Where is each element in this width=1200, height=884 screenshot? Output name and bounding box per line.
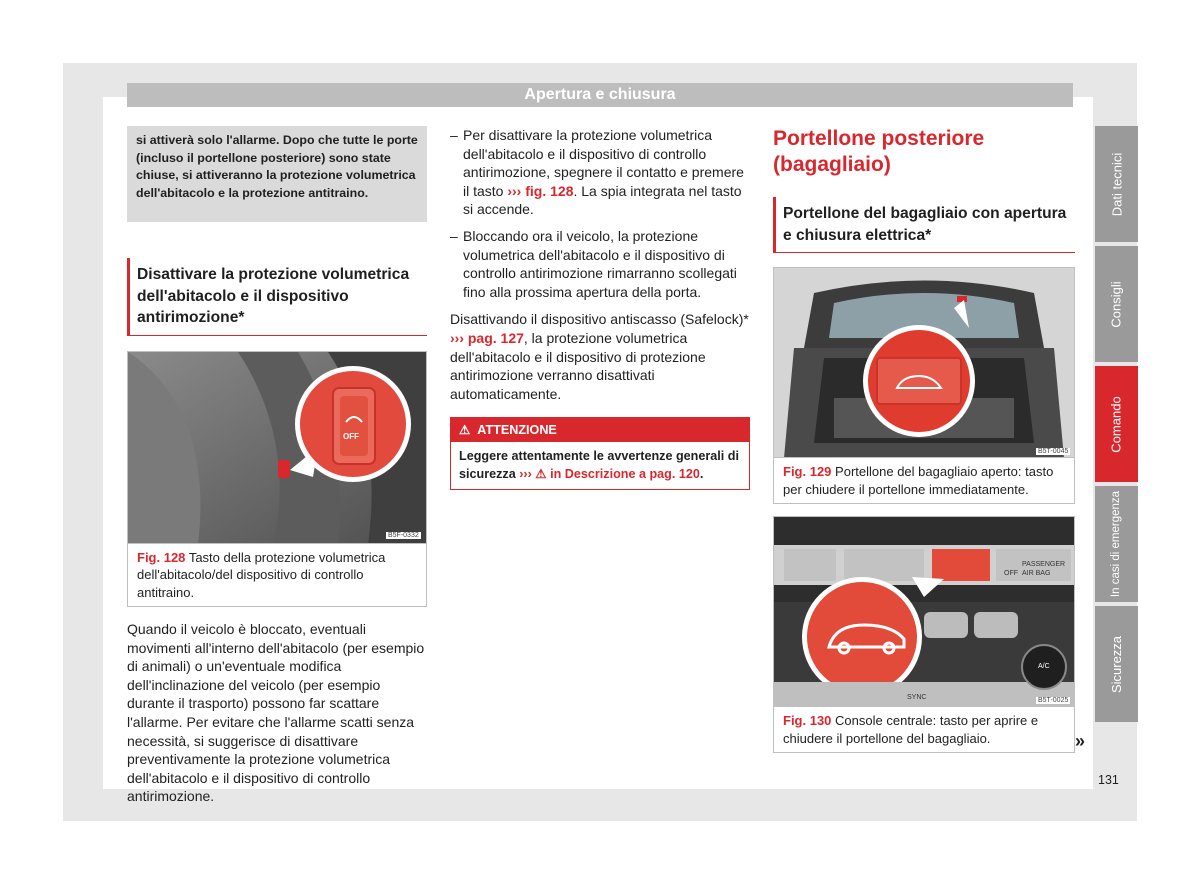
- figure-128-image: [128, 352, 426, 544]
- figure-129-caption: [774, 458, 1074, 503]
- subsection-heading: Portellone del bagagliaio con apertura e chiusura elettrica*: [773, 197, 1075, 253]
- cross-reference-link[interactable]: ››› ⚠ in Descrizione a pag. 120: [519, 466, 700, 481]
- figure-caption-text: Tasto della protezione volumetrica dell'abitacolo/del dispositivo di controllo antitraino.: [137, 549, 386, 600]
- sync-text: SYNC: [907, 694, 927, 701]
- tab-comando[interactable]: [1095, 366, 1138, 482]
- tab-sicurezza[interactable]: [1095, 606, 1138, 722]
- section-header: Apertura e chiusura: [127, 83, 1073, 107]
- paragraph-text: Disattivando il dispositivo antiscasso (Safelock)*: [450, 311, 749, 328]
- passenger-text: PASSENGER: [1022, 561, 1066, 568]
- tailgate-illustration: [774, 268, 1074, 458]
- tab-label: Dati tecnici: [1109, 152, 1125, 216]
- tab-in-casi-di-emergenza[interactable]: [1095, 486, 1138, 602]
- tab-dati-tecnici[interactable]: [1095, 126, 1138, 242]
- center-console-illustration: [774, 517, 1074, 707]
- figure-number: Fig. 130: [783, 713, 832, 728]
- passenger-airbag-label: [1022, 560, 1065, 578]
- column-right: [773, 126, 1075, 753]
- figure-code: B5T-0045: [1038, 448, 1069, 455]
- figure-128: [127, 351, 427, 608]
- list-item: – Bloccando ora il veicolo, la protezione volumetrica dell'abitacolo e il dispositivo di controllo antirimozione rimarranno scollegati fino alla prossima apertura della porta.: [450, 227, 750, 301]
- body-paragraph: [450, 310, 750, 403]
- warning-text: .: [699, 466, 704, 481]
- cross-reference-link[interactable]: ››› fig. 128: [507, 182, 574, 199]
- paragraph-text: , la protezione volumetrica dell'abitacolo e il dispositivo di protezione antirimozione verranno disattivati automaticamente.: [450, 329, 706, 402]
- warning-title: ATTENZIONE: [477, 423, 557, 438]
- airbag-text: AIR BAG: [1022, 570, 1051, 577]
- figure-caption-text: Portellone del bagagliaio aperto: tasto per chiudere il portellone immediatamente.: [783, 464, 1054, 497]
- list-text: . La spia integrata nel tasto si accende.: [463, 182, 742, 218]
- page-number: 131: [1098, 773, 1119, 787]
- warning-body: [451, 442, 749, 488]
- continued-note-box: si attiverà solo l'allarme. Dopo che tutte le porte (incluso il portellone posteriore) sono state chiuse, si attiveranno la protezione volumetrica dell'abitacolo e la protezione antitraino.: [127, 126, 427, 222]
- tab-label: In casi di emergenza: [1110, 490, 1123, 598]
- off-label: OFF: [343, 431, 359, 441]
- figure-130-image: [774, 517, 1074, 707]
- list-text: Per disattivare la protezione volumetrica dell'abitacolo e il dispositivo di controllo antirimozione, spegnere il contatto e premere il tasto: [463, 127, 744, 199]
- figure-130: [773, 516, 1075, 753]
- figure-129-image: [774, 268, 1074, 458]
- figure-code: B5T-0025: [1038, 697, 1069, 704]
- body-paragraph: Quando il veicolo è bloccato, eventuali movimenti all'interno dell'abitacolo (per esempio di animali) o un'eventuale modifica dell'inclinazione del veicolo (per esempio durante il trasporto) possono far scattare l'allarme. Per evitare che l'allarme scatti senza necessità, si suggerisce di disattivare preventivamente la protezione volumetrica dell'abitacolo e il dispositivo di controllo antirimozione.: [127, 621, 425, 805]
- subsection-heading: Disattivare la protezione volumetrica dell'abitacolo e il dispositivo antirimozione*: [127, 258, 427, 336]
- chapter-tabs: [1095, 126, 1138, 726]
- tab-label: Sicurezza: [1109, 635, 1125, 693]
- ac-text: A/C: [1038, 663, 1050, 670]
- off-text: OFF: [1004, 570, 1018, 577]
- column-middle: [450, 126, 750, 490]
- cross-reference-link[interactable]: ››› pag. 127: [450, 329, 524, 346]
- continue-marker: »: [1075, 731, 1086, 751]
- figure-number: Fig. 129: [783, 464, 832, 479]
- figure-129: [773, 267, 1075, 504]
- section-title: Portellone posteriore (bagagliaio): [773, 127, 985, 176]
- tab-label: Comando: [1109, 395, 1124, 453]
- tab-consigli[interactable]: [1095, 246, 1138, 362]
- warning-text: Leggere attentamente le avvertenze generali di sicurezza: [459, 449, 739, 481]
- tab-label: Consigli: [1109, 280, 1124, 328]
- warning-triangle-icon: ⚠: [459, 423, 471, 438]
- figure-130-caption: [774, 707, 1074, 752]
- figure-caption-text: Console centrale: tasto per aprire e chiudere il portellone del bagagliaio.: [783, 713, 1039, 746]
- list-item: – Per disattivare la protezione volumetrica dell'abitacolo e il dispositivo di controllo antirimozione, spegnere il contatto e premere il tasto ››› fig. 128. La spia integrata nel tasto si accende.: [450, 127, 744, 218]
- warning-header: [451, 418, 749, 442]
- list-text: Bloccando ora il veicolo, la protezione volumetrica dell'abitacolo e il dispositivo di controllo antirimozione rimarranno scollegati fino alla prossima apertura della porta.: [463, 227, 737, 300]
- warning-box: [450, 417, 750, 489]
- figure-number: Fig. 128: [137, 549, 186, 565]
- door-pillar-illustration: [128, 352, 426, 544]
- column-left: [127, 126, 427, 806]
- figure-code: B5F-0332: [388, 531, 419, 539]
- figure-128-caption: [128, 544, 426, 607]
